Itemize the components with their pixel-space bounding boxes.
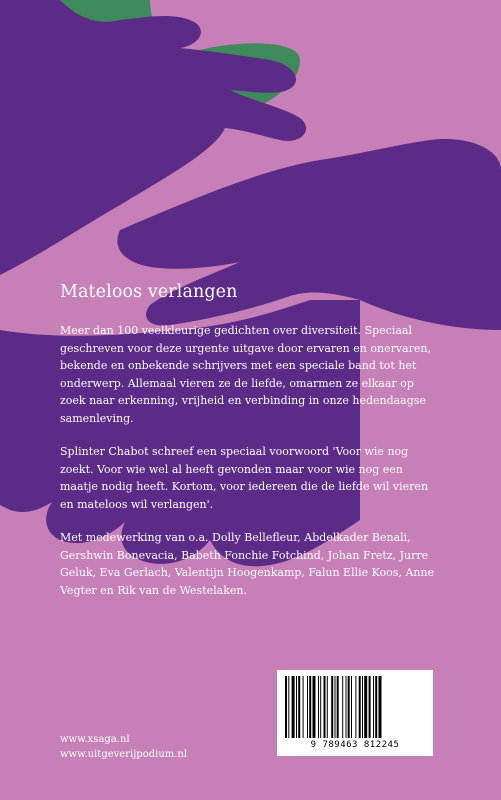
barcode-bar — [292, 676, 295, 738]
blurb — [60, 282, 440, 615]
barcode-bar — [335, 676, 336, 738]
barcode-bar — [342, 676, 343, 738]
barcode-bar — [348, 676, 350, 738]
barcode-bar — [298, 676, 300, 738]
barcode-bar — [327, 676, 328, 738]
barcode-bar — [318, 676, 319, 738]
barcode-bar — [346, 676, 347, 738]
barcode-bar — [320, 676, 321, 738]
isbn-number: 9 789463 812245 — [310, 740, 400, 750]
barcode-bar — [307, 676, 308, 738]
barcode-bar — [313, 676, 316, 738]
barcode-bar — [362, 676, 363, 738]
barcode-bar — [331, 676, 333, 738]
isbn-barcode — [277, 670, 433, 756]
barcode-bar — [375, 676, 377, 738]
barcode-bar — [288, 676, 289, 738]
barcode-bars — [283, 676, 427, 738]
blurb-paragraph: Meer dan 100 veelkleurige gedichten over diversiteit. Speciaal geschreven voor deze urgente uitgave door ervaren en onervaren, bekende en onbekende schrijvers met een speciale band tot het onderwerp. Allemaal vieren ze de liefde, omarmen ze elkaar op zoek naar erkenning, vrijheid en verbinding in onze hedendaagse samenleving. — [60, 324, 431, 425]
barcode-bar — [351, 676, 352, 738]
barcode-bar — [285, 676, 287, 738]
website-link-xsaga[interactable]: www.xsaga.nl — [60, 734, 130, 745]
barcode-bar — [309, 676, 311, 738]
barcode-bar — [296, 676, 297, 738]
website-link-podium[interactable]: www.uitgeverijpodium.nl — [60, 749, 188, 760]
barcode-bar — [324, 676, 326, 738]
blurb-paragraph: Splinter Chabot schreef een speciaal voorwoord 'Voor wie nog zoekt. Voor wie wel al heeft gevonden maar voor wie nog een maatje nodig heeft. Kortom, voor iedereen die de liefde wil vieren en mateloos wil verlangen'. — [60, 445, 429, 511]
blurb-paragraph: Met medewerking van o.a. Dolly Bellefleur, Abdelkader Benali, Gershwin Bonevacia, Babeth Fonchie Fotchind, Johan Fretz, Jurre Geluk, Eva Gerlach, Valentijn Hoogenkamp, Falun Ellie Koos, Anne Vegter en Rik van de Westelaken. — [60, 531, 435, 597]
barcode-bar — [359, 676, 361, 738]
barcode-bar — [369, 676, 371, 738]
book-title: Mateloos verlangen — [60, 282, 238, 302]
barcode-bar — [355, 676, 356, 738]
barcode-bar — [379, 676, 382, 738]
barcode-bar — [373, 676, 374, 738]
barcode-bar — [337, 676, 339, 738]
barcode-bar — [303, 676, 304, 738]
publisher-websites — [60, 732, 187, 762]
barcode-bar — [364, 676, 367, 738]
